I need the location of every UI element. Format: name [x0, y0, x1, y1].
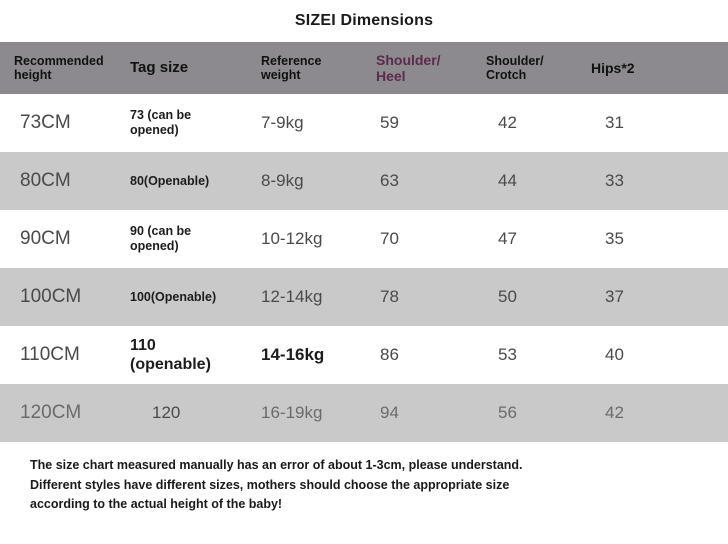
cell-tag-size: 100(Openable)	[116, 268, 247, 326]
cell-shoulder-heel: 94	[362, 384, 472, 442]
cell-shoulder-crotch: 44	[472, 152, 577, 210]
page-title: SIZEI Dimensions	[294, 12, 434, 29]
cell-tag-size: 110 (openable)	[116, 326, 247, 384]
note-line-3: according to the actual height of the baby!	[30, 496, 283, 511]
note-line-1: The size chart measured manually has an error of about 1-3cm, please understand.	[30, 458, 523, 473]
cell-shoulder-crotch: 50	[472, 268, 577, 326]
cell-tag-size: 90 (can be opened)	[116, 210, 247, 268]
cell-shoulder-heel: 86	[362, 326, 472, 384]
table-header-row	[0, 42, 728, 94]
cell-shoulder-heel: 78	[362, 268, 472, 326]
table-row	[0, 326, 728, 384]
cell-shoulder-heel: 70	[362, 210, 472, 268]
cell-height: 90CM	[0, 210, 116, 268]
note-line-2: Different styles have different sizes, mothers should choose the appropriate size	[30, 477, 510, 492]
column-header-recommended-height: Recommended height	[0, 42, 116, 94]
cell-weight: 12-14kg	[247, 268, 362, 326]
table-row	[0, 152, 728, 210]
cell-hips: 40	[577, 326, 728, 384]
column-header-shoulder-crotch: Shoulder/ Crotch	[472, 42, 577, 94]
cell-tag-size: 120	[116, 384, 247, 442]
size-table	[0, 42, 728, 442]
column-header-shoulder-heel: Shoulder/ Heel	[362, 42, 472, 94]
cell-weight: 8-9kg	[247, 152, 362, 210]
cell-height: 100CM	[0, 268, 116, 326]
cell-weight: 16-19kg	[247, 384, 362, 442]
cell-shoulder-crotch: 47	[472, 210, 577, 268]
cell-hips: 42	[577, 384, 728, 442]
cell-tag-size: 80(Openable)	[116, 152, 247, 210]
column-header-reference-weight: Reference weight	[247, 42, 362, 94]
column-header-tag-size: Tag size	[116, 42, 247, 94]
table-row	[0, 268, 728, 326]
cell-shoulder-heel: 63	[362, 152, 472, 210]
cell-hips: 33	[577, 152, 728, 210]
cell-shoulder-heel: 59	[362, 94, 472, 152]
cell-shoulder-crotch: 56	[472, 384, 577, 442]
column-header-hips: Hips*2	[577, 42, 728, 94]
table-header	[0, 42, 728, 94]
cell-shoulder-crotch: 53	[472, 326, 577, 384]
cell-height: 110CM	[0, 326, 116, 384]
cell-weight: 14-16kg	[247, 326, 362, 384]
table-row	[0, 384, 728, 442]
cell-weight: 7-9kg	[247, 94, 362, 152]
cell-tag-size: 73 (can be opened)	[116, 94, 247, 152]
cell-height: 80CM	[0, 152, 116, 210]
table-body	[0, 94, 728, 442]
cell-hips: 37	[577, 268, 728, 326]
cell-height: 73CM	[0, 94, 116, 152]
cell-shoulder-crotch: 42	[472, 94, 577, 152]
disclaimer-note	[0, 442, 728, 514]
table-row	[0, 94, 728, 152]
cell-weight: 10-12kg	[247, 210, 362, 268]
cell-height: 120CM	[0, 384, 116, 442]
cell-hips: 35	[577, 210, 728, 268]
table-row	[0, 210, 728, 268]
cell-hips: 31	[577, 94, 728, 152]
